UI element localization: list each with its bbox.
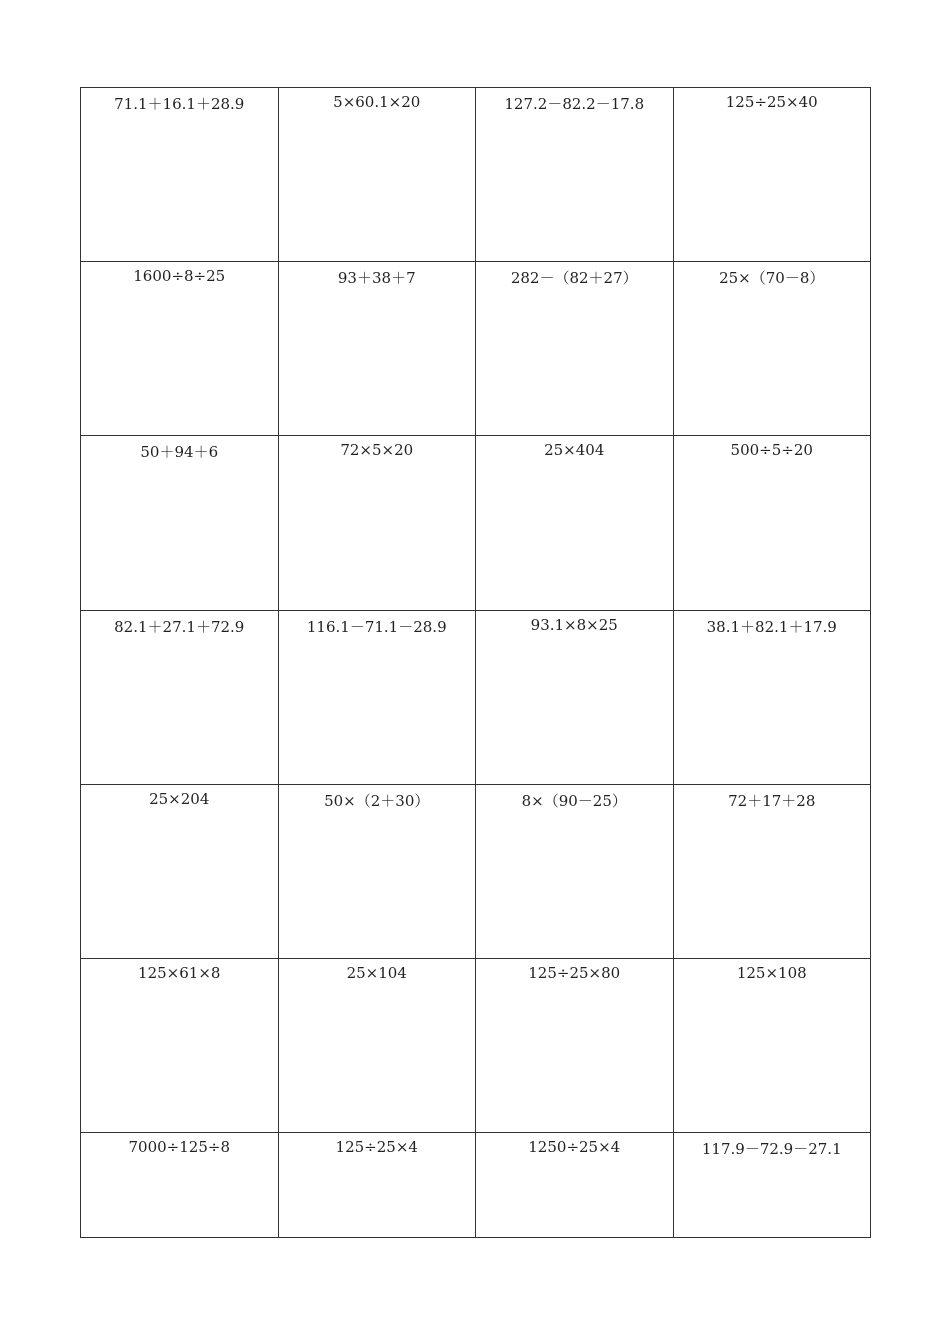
worksheet-row bbox=[81, 262, 871, 436]
problem-cell: 282－（82＋27） bbox=[476, 262, 674, 436]
problem-cell: 72×5×20 bbox=[278, 436, 476, 610]
problem-cell: 500÷5÷20 bbox=[673, 436, 871, 610]
worksheet-row bbox=[81, 436, 871, 610]
problem-cell: 25×404 bbox=[476, 436, 674, 610]
problem-cell: 25×204 bbox=[81, 784, 279, 958]
arithmetic-worksheet-table bbox=[80, 87, 871, 1238]
worksheet-row bbox=[81, 784, 871, 958]
problem-cell: 117.9－72.9－27.1 bbox=[673, 1133, 871, 1238]
problem-cell: 1600÷8÷25 bbox=[81, 262, 279, 436]
problem-cell: 5×60.1×20 bbox=[278, 88, 476, 262]
problem-cell: 72＋17＋28 bbox=[673, 784, 871, 958]
problem-cell: 25×104 bbox=[278, 959, 476, 1133]
problem-cell: 93.1×8×25 bbox=[476, 610, 674, 784]
problem-cell: 125÷25×40 bbox=[673, 88, 871, 262]
problem-cell: 50＋94＋6 bbox=[81, 436, 279, 610]
problem-cell: 93＋38＋7 bbox=[278, 262, 476, 436]
problem-cell: 127.2－82.2－17.8 bbox=[476, 88, 674, 262]
worksheet-row bbox=[81, 959, 871, 1133]
problem-cell: 71.1＋16.1＋28.9 bbox=[81, 88, 279, 262]
problem-cell: 125×108 bbox=[673, 959, 871, 1133]
problem-cell: 8×（90－25） bbox=[476, 784, 674, 958]
problem-cell: 7000÷125÷8 bbox=[81, 1133, 279, 1238]
problem-cell: 82.1＋27.1＋72.9 bbox=[81, 610, 279, 784]
worksheet-row bbox=[81, 610, 871, 784]
worksheet-row bbox=[81, 88, 871, 262]
problem-cell: 125÷25×80 bbox=[476, 959, 674, 1133]
problem-cell: 116.1－71.1－28.9 bbox=[278, 610, 476, 784]
problem-cell: 125×61×8 bbox=[81, 959, 279, 1133]
problem-cell: 1250÷25×4 bbox=[476, 1133, 674, 1238]
problem-cell: 38.1＋82.1＋17.9 bbox=[673, 610, 871, 784]
worksheet-body bbox=[81, 88, 871, 1238]
problem-cell: 25×（70－8） bbox=[673, 262, 871, 436]
problem-cell: 50×（2＋30） bbox=[278, 784, 476, 958]
worksheet-row bbox=[81, 1133, 871, 1238]
problem-cell: 125÷25×4 bbox=[278, 1133, 476, 1238]
